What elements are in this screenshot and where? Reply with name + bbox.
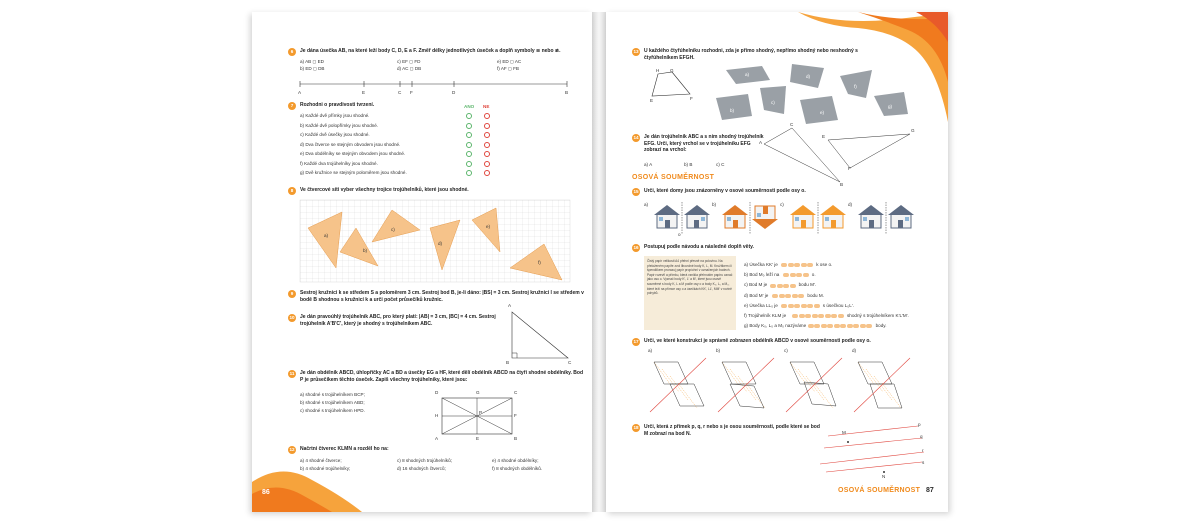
ex8-label-f: f): [538, 260, 541, 265]
ex15-label-b: b): [712, 202, 717, 207]
ex16-instruction-note: Čistý papír velikosti A4 přehni přesně na polovinu. Na přeloženém papíře zvol libovolné body K, L, M. Kružítkem či špendlíkem prorazuj papír propíchni v označených bodech. Papír rozevři a přímku, která vznikla přehnutím papíru označ jako osu o. Vyznač body K′, L′ a M′, které jsou osově souměrné s body K, L a M podle osy o a body K₀, L₀ a M₀, které leží na přímce osy o a úsečkách KK′, LL′, MM′ v rovině pohybů.: [644, 256, 736, 330]
ex14-vertex-e: E: [822, 134, 826, 139]
ex17-construction: [784, 354, 844, 416]
ex7-statement: a) Každé dvě přímky jsou shodné.: [300, 113, 370, 118]
ex7-ano-option[interactable]: [466, 123, 472, 129]
ex7-statement: b) Každé dvě polopřímky jsou shodné.: [300, 122, 379, 128]
ex16-answer-blank[interactable]: [770, 283, 796, 289]
ex16-answer-blank[interactable]: [792, 314, 844, 320]
ex11-vertex-p: P: [479, 410, 483, 415]
left-page-number: 86: [262, 489, 270, 496]
ex13-vertex-e: E: [650, 98, 654, 103]
ex13-label-d: d): [806, 74, 811, 79]
exercise-12-number: 12: [289, 447, 295, 452]
ex13-quad-b: [716, 94, 752, 120]
exercise-15-number: 15: [633, 189, 639, 194]
exercise-6-number: 6: [288, 48, 296, 56]
exercise-15-text: Urči, které domy jsou znázorněny v osové souměrnosti podle osy o.: [644, 188, 806, 194]
ex16-answer-blank[interactable]: [772, 293, 805, 299]
ex18-point-m: M: [842, 430, 846, 435]
ex17-label: b): [716, 348, 721, 353]
ex14-vertex-a: A: [759, 140, 763, 145]
ex18-line-r: r: [922, 448, 924, 453]
ex14-triangles: [762, 124, 932, 184]
ex16-sentence-start: e) Úsečka LL₀ je: [744, 302, 778, 308]
ex6-point-a: A: [298, 90, 302, 95]
ex11-vertex-d: D: [435, 390, 439, 395]
exercise-17-text: Urči, ve které konstrukci je správně zobrazen obdélník ABCD v osové souměrnosti podle osy o.: [644, 338, 871, 344]
ex12-item-e: e) 4 shodné obdélníky;: [492, 458, 539, 463]
ex13-label-a: a): [745, 72, 750, 77]
ex6-point-d: D: [452, 90, 456, 95]
ex8-label-b: b): [363, 248, 368, 253]
ex8-label-c: c): [391, 227, 395, 232]
ex7-statement: f) Každé dva trojúhelníky jsou shodné.: [300, 160, 378, 166]
exercise-13-text: U každého čtyřúhelníku rozhodni, zda je přímo shodný, nepřímo shodný nebo neshodný s čtyřúhelníkem EFGH.: [644, 48, 858, 61]
right-page: [606, 12, 948, 512]
ex17-label: a): [648, 348, 653, 353]
ex16-sentence-end: s úsečkou L₀L′.: [822, 302, 854, 308]
ex6-item-e: e) ED ◻ AC: [497, 59, 522, 64]
ex7-ano-option[interactable]: [466, 161, 472, 167]
ex13-label-b: b): [730, 108, 735, 113]
exercise-6-text: Je dána úsečka AB, na které leží body C, D, E a F. Změř délky jednotlivých úseček a doplň symboly ≅ nebo ≇.: [300, 48, 561, 54]
ex13-label-e: e): [820, 110, 825, 115]
ex13-label-f: f): [854, 84, 857, 89]
ex7-statement: c) Každé dvě úsečky jsou shodné.: [300, 132, 370, 137]
ex17-construction: [648, 354, 708, 416]
ex18-line-p: p: [918, 422, 921, 427]
ex16-sentence-end: bodu M.: [807, 292, 824, 298]
ex12-item-b: b) 4 shodné trojúhelníky;: [300, 466, 351, 471]
exercise-14-number: 14: [633, 135, 639, 140]
ex7-ne-option[interactable]: [484, 170, 490, 176]
ex14-item-c: c) C: [716, 162, 725, 167]
ex7-statement: d) Dva čtverce se stejným obvodem jsou shodné.: [300, 141, 401, 147]
exercise-11-text: Je dán obdélník ABCD, úhlopříčky AC a BD a úsečky EG a HF, které dělí obdélník ABCD na čtyři shodné obdélníky. Bod P je průsečíkem těchto úseček. Zapiš všechny trojúhelníky, které jsou:: [300, 370, 584, 383]
ex12-item-c: c) 8 shodných trojúhelníků;: [397, 458, 452, 463]
footer-section-title: OSOVÁ SOUMĚRNOST: [838, 487, 921, 494]
ex10-vertex-a: A: [508, 303, 512, 308]
ex6-point-e: E: [362, 90, 366, 95]
house-icon: [722, 205, 748, 228]
ex7-statement: e) Dva obdélníky se stejným obvodem jsou shodné.: [300, 151, 406, 156]
ex6-item-b: b) ED ◻ DB: [300, 66, 325, 71]
ex16-answer-blank[interactable]: [781, 263, 814, 269]
house-icon: [888, 205, 914, 228]
ex14-item-a: a) A: [644, 162, 653, 167]
ex15-axis-label: o: [678, 232, 681, 237]
house-icon: [752, 206, 778, 229]
house-icon: [654, 205, 680, 228]
exercise-11-number: 11: [289, 371, 295, 376]
exercise-17-number: 17: [633, 339, 639, 344]
ex6-point-b: B: [565, 90, 569, 95]
ex11-vertex-f: F: [514, 413, 517, 418]
ex18-line-q: q: [920, 434, 923, 439]
exercise-9-number: 9: [288, 290, 296, 298]
ex7-ano-option[interactable]: [466, 142, 472, 148]
right-page-number: 87: [926, 487, 934, 494]
house-icon: [858, 205, 884, 228]
ex6-item-c: c) EF ◻ FD: [397, 59, 421, 64]
ex11-vertex-g: G: [476, 390, 480, 395]
ex16-sentence-start: c) Bod M je: [744, 282, 768, 288]
exercise-10-text: Je dán pravoúhlý trojúhelník ABC, pro který platí: |AB| = 3 cm, |BC| = 4 cm. Sestroj trojúhelník A′B′C′, který je shodný s trojúhelníkem ABC.: [300, 314, 496, 327]
ex14-vertex-g: G: [911, 128, 915, 133]
ex7-ne-header: NE: [483, 104, 490, 109]
house-icon: [820, 205, 846, 228]
ex18-line-s: s: [922, 460, 925, 465]
ex11-vertex-a: A: [435, 436, 439, 441]
ex16-sentence-start: d) Bod M′ je: [744, 292, 769, 298]
exercise-16-number: 16: [633, 245, 639, 250]
ex13-quad-efgh: [652, 72, 690, 96]
ex16-answer-blank[interactable]: [808, 324, 873, 330]
ex11-item-b: b) shodné s trojúhelníkem ABD;: [300, 400, 365, 405]
ex11-rectangle-diagram: [440, 396, 520, 438]
ex6-segment-line: [252, 76, 592, 96]
ex16-sentence-start: g) Body K₀, L₀ a M₀ nazýváme: [744, 323, 807, 329]
exercise-18-text: Urči, která z přímek p, q, r nebo s je osou souměrnosti, podle které se bod M zobrazí na bod N.: [644, 424, 820, 437]
exercise-9-text: Sestroj kružnici k se středem S a poloměrem 3 cm. Sestroj bod B, je-li dáno: |BS| = 3 cm. Sestroj kružnici l se středem v bodě B shodnou s kružnicí k a urči počet průsečíků kružnic.: [300, 290, 584, 303]
ex12-item-a: a) 4 shodné čtverce;: [300, 458, 342, 463]
ex6-point-c: C: [398, 90, 402, 95]
ex11-vertex-e: E: [476, 436, 480, 441]
ex18-lines-diagram: [818, 422, 938, 478]
exercise-10-number: 10: [289, 315, 295, 320]
ex7-ne-option[interactable]: [484, 161, 490, 167]
ex7-ano-header: ANO: [464, 104, 475, 109]
ex7-ne-option[interactable]: [484, 151, 490, 157]
ex8-label-e: e): [486, 224, 491, 229]
orange-corner-decoration: [252, 452, 372, 512]
ex10-vertex-c: C: [568, 360, 572, 365]
ex15-label-c: c): [780, 202, 784, 207]
book-spine: [592, 12, 606, 512]
ex11-vertex-b: B: [514, 436, 518, 441]
ex13-vertex-f: F: [690, 96, 693, 101]
exercise-8-text: Ve čtvercové síti vyber všechny trojice trojúhelníků, které jsou shodné.: [300, 187, 469, 193]
ex13-quadrilaterals: [644, 64, 934, 126]
ex7-ne-option[interactable]: [484, 113, 490, 119]
exercise-7-text: Rozhodni o pravdivosti tvrzení.: [300, 102, 375, 108]
ex17-label: c): [784, 348, 788, 353]
exercise-16-text: Postupuj podle návodu a následně doplň věty.: [644, 244, 754, 250]
ex16-sentence-end: bodu M′.: [798, 282, 817, 288]
ex11-item-c: c) shodné s trojúhelníkem HPD.: [300, 408, 365, 413]
exercise-7-number: 7: [288, 102, 296, 110]
ex17-label: d): [852, 348, 857, 353]
ex13-label-g: g): [888, 104, 893, 109]
ex8-grid: [300, 200, 570, 282]
ex7-ano-option[interactable]: [466, 151, 472, 157]
ex16-answer-blank[interactable]: [783, 273, 809, 279]
ex7-ano-option[interactable]: [466, 170, 472, 176]
left-page: [252, 12, 592, 512]
ex11-item-a: a) shodné s trojúhelníkem BCP;: [300, 392, 365, 397]
ex10-vertex-b: B: [506, 360, 510, 365]
ex12-item-d: d) 16 shodných čtverců;: [397, 466, 446, 471]
ex6-item-f: f) AF ◻ FB: [497, 66, 519, 71]
ex17-construction: [852, 354, 912, 416]
ex7-ano-option[interactable]: [466, 113, 472, 119]
ex14-item-b: b) B: [684, 162, 693, 167]
ex7-ano-option[interactable]: [466, 132, 472, 138]
ex16-sentence-end: k ose o.: [816, 262, 833, 267]
exercise-12-text: Načrtni čtverec KLMN a rozděl ho na:: [300, 446, 389, 452]
ex6-item-d: d) AC ◻ DB: [397, 66, 422, 71]
ex14-vertex-c: C: [790, 122, 794, 127]
section-title: OSOVÁ SOUMĚRNOST: [632, 174, 715, 181]
ex6-item-a: a) AB ◻ ED: [300, 59, 324, 64]
ex7-statement: g) Dvě kružnice se stejným poloměrem jsou shodné.: [300, 170, 407, 175]
ex7-ne-option[interactable]: [484, 123, 490, 129]
ex16-sentence-start: f) Trojúhelník KLM je: [744, 313, 787, 318]
ex13-label-c: c): [771, 100, 775, 105]
ex16-sentence-end: body.: [875, 323, 887, 329]
ex15-label-d: d): [848, 202, 853, 207]
ex8-label-d: d): [438, 241, 443, 246]
ex16-answer-blank[interactable]: [781, 303, 820, 309]
house-icon: [790, 205, 816, 228]
ex13-vertex-g: G: [670, 68, 674, 73]
ex8-label-a: a): [324, 233, 329, 238]
house-icon: [684, 205, 710, 228]
ex10-right-triangle: [508, 308, 578, 364]
ex11-vertex-c: C: [514, 390, 518, 395]
ex16-sentence-end: o.: [811, 272, 816, 278]
exercise-14-text: Je dán trojúhelník ABC a s ním shodný trojúhelník EFG. Urči, který vrchol se v trojúhelníku EFG zobrazí na vrchol:: [644, 134, 764, 154]
ex13-quad-e: [800, 96, 838, 124]
ex13-vertex-h: H: [656, 68, 660, 73]
ex16-sentence-end: shodný s trojúhelníkem K′L′M′.: [847, 313, 909, 318]
ex7-ne-option[interactable]: [484, 142, 490, 148]
ex6-point-f: F: [410, 90, 413, 95]
exercise-13-number: 13: [633, 49, 639, 54]
ex14-vertex-f: F: [848, 166, 851, 171]
ex12-item-f: f) 8 shodných obdélníků.: [492, 466, 543, 471]
ex18-point-n: N: [882, 474, 886, 479]
ex16-sentence-start: a) Úsečka KK′ je: [744, 262, 778, 267]
ex17-construction: [716, 354, 776, 416]
ex11-vertex-h: H: [435, 413, 439, 418]
exercise-8-number: 8: [288, 187, 296, 195]
ex7-ne-option[interactable]: [484, 132, 490, 138]
ex15-house-icons: [646, 202, 916, 234]
ex16-sentence-start: b) Bod M₀ leží na: [744, 272, 780, 278]
exercise-18-number: 18: [633, 425, 639, 430]
ex14-vertex-b: B: [840, 182, 844, 187]
ex15-label-a: a): [644, 202, 649, 207]
